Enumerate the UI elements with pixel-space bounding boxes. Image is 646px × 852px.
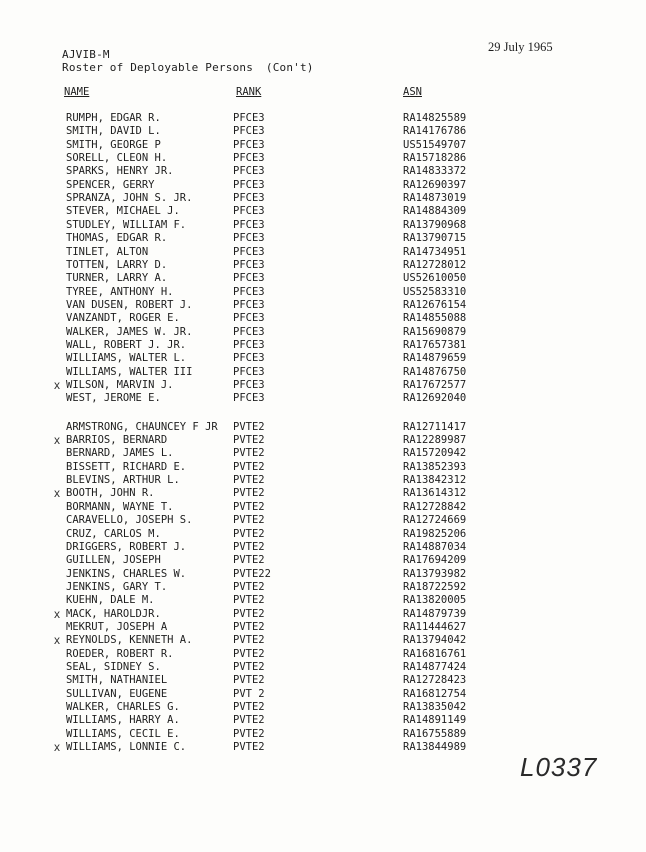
roster-row xyxy=(0,487,646,500)
soldier-asn: RA14879739 xyxy=(403,607,467,620)
roster-row xyxy=(0,246,646,259)
soldier-asn: RA13852393 xyxy=(403,460,467,473)
check-mark-icon: x xyxy=(54,378,60,392)
soldier-rank: PVTE2 xyxy=(233,701,265,713)
soldier-name: THOMAS, EDGAR R. xyxy=(66,232,168,245)
soldier-name: STEVER, MICHAEL J. xyxy=(66,205,180,218)
soldier-name: WALL, ROBERT J. JR. xyxy=(66,338,187,351)
roster-row xyxy=(0,608,646,621)
document-date: 29 July 1965 xyxy=(488,40,553,54)
soldier-rank: PFCE3 xyxy=(233,338,265,351)
soldier-rank: PVTE2 xyxy=(233,434,265,447)
soldier-rank: PFCE3 xyxy=(233,272,265,285)
soldier-rank: PFCE3 xyxy=(233,232,265,245)
soldier-rank: PVTE2 xyxy=(233,460,265,473)
roster-row xyxy=(0,232,646,245)
roster-row xyxy=(0,192,646,205)
soldier-asn: RA13842312 xyxy=(403,474,467,487)
soldier-asn: RA12289987 xyxy=(403,434,467,447)
soldier-asn: US51549707 xyxy=(403,138,467,151)
soldier-rank: PVTE2 xyxy=(233,500,265,513)
soldier-rank: PFCE3 xyxy=(233,178,265,191)
soldier-name: ROEDER, ROBERT R. xyxy=(66,647,174,660)
soldier-asn: RA14873019 xyxy=(403,192,467,205)
office-symbol: AJVIB-M xyxy=(62,48,110,61)
roster-row xyxy=(0,688,646,701)
roster-row xyxy=(0,674,646,687)
soldier-asn: RA12728423 xyxy=(403,674,467,687)
soldier-name: BOOTH, JOHN R. xyxy=(66,487,155,500)
soldier-rank: PVTE2 xyxy=(233,714,265,727)
soldier-name: WALKER, CHARLES G. xyxy=(66,701,180,713)
soldier-asn: RA14734951 xyxy=(403,245,467,258)
soldier-asn: RA13835042 xyxy=(403,701,467,713)
soldier-rank: PVTE2 xyxy=(233,514,265,527)
soldier-asn: RA12724669 xyxy=(403,514,467,527)
soldier-asn: RA14176786 xyxy=(403,125,467,138)
soldier-asn: RA14876750 xyxy=(403,365,467,378)
roster-row xyxy=(0,286,646,299)
soldier-rank: PVTE2 xyxy=(233,661,265,673)
roster-row xyxy=(0,528,646,541)
soldier-name: WILLIAMS, WALTER III xyxy=(66,365,193,378)
column-header-name: NAME xyxy=(64,86,90,98)
soldier-asn: RA17672577 xyxy=(403,379,467,391)
soldier-name: SEAL, SIDNEY S. xyxy=(66,661,161,673)
roster-row xyxy=(0,474,646,487)
soldier-name: JENKINS, CHARLES W. xyxy=(66,567,187,580)
roster-row xyxy=(0,541,646,554)
soldier-rank: PVTE2 xyxy=(233,621,265,633)
roster-row xyxy=(0,165,646,178)
soldier-asn: RA16812754 xyxy=(403,687,467,700)
soldier-rank: PFCE3 xyxy=(233,325,265,338)
soldier-asn: RA12690397 xyxy=(403,178,467,191)
soldier-asn: RA16816761 xyxy=(403,647,467,660)
soldier-asn: RA13820005 xyxy=(403,594,467,607)
soldier-name: WALKER, JAMES W. JR. xyxy=(66,325,193,338)
soldier-rank: PVTE2 xyxy=(233,674,265,687)
check-mark-icon: x xyxy=(54,606,60,621)
soldier-name: BLEVINS, ARTHUR L. xyxy=(66,474,180,487)
roster-row xyxy=(0,339,646,352)
soldier-asn: RA12692040 xyxy=(403,392,467,405)
soldier-rank: PFCE3 xyxy=(233,112,265,124)
soldier-asn: RA13790715 xyxy=(403,232,467,245)
soldier-name: CRUZ, CARLOS M. xyxy=(66,527,161,540)
soldier-name: WILLIAMS, WALTER L. xyxy=(66,352,187,365)
roster-row xyxy=(0,392,646,405)
soldier-asn: RA12728842 xyxy=(403,500,467,513)
roster-row xyxy=(0,352,646,365)
soldier-rank: PFCE3 xyxy=(233,312,265,325)
soldier-name: SULLIVAN, EUGENE xyxy=(66,687,168,700)
soldier-asn: US52610050 xyxy=(403,272,467,285)
check-mark-icon: x xyxy=(54,433,60,448)
soldier-name: BISSETT, RICHARD E. xyxy=(66,460,187,473)
soldier-name: SMITH, GEORGE P xyxy=(66,138,161,151)
soldier-asn: RA17657381 xyxy=(403,338,467,351)
soldier-name: ARMSTRONG, CHAUNCEY F JR xyxy=(66,420,218,433)
soldier-rank: PVTE2 xyxy=(233,554,265,567)
soldier-asn: RA11444627 xyxy=(403,621,467,633)
document-title xyxy=(62,61,314,74)
soldier-asn: RA14825589 xyxy=(403,112,467,124)
soldier-rank: PVTE2 xyxy=(233,487,265,500)
soldier-rank: PFCE3 xyxy=(233,205,265,218)
soldier-asn: RA14884309 xyxy=(403,205,467,218)
soldier-name: GUILLEN, JOSEPH xyxy=(66,554,161,567)
soldier-name: TINLET, ALTON xyxy=(66,245,149,258)
soldier-asn: RA12676154 xyxy=(403,298,467,311)
soldier-rank: PVTE2 xyxy=(233,741,265,754)
soldier-asn: RA18722592 xyxy=(403,580,467,593)
soldier-name: SMITH, DAVID L. xyxy=(66,125,161,138)
roster-row xyxy=(0,299,646,312)
roster-row xyxy=(0,728,646,741)
roster-row xyxy=(0,581,646,594)
soldier-asn: RA19825206 xyxy=(403,527,467,540)
soldier-rank: PFCE3 xyxy=(233,125,265,138)
soldier-rank: PVTE2 xyxy=(233,447,265,460)
soldier-rank: PFCE3 xyxy=(233,218,265,231)
roster-row xyxy=(0,179,646,192)
roster-row xyxy=(0,259,646,272)
soldier-rank: PFCE3 xyxy=(233,298,265,311)
soldier-rank: PFCE3 xyxy=(233,365,265,378)
soldier-name: WEST, JEROME E. xyxy=(66,392,161,405)
soldier-name: REYNOLDS, KENNETH A. xyxy=(66,634,193,647)
soldier-name: DRIGGERS, ROBERT J. xyxy=(66,540,187,553)
soldier-name: SPRANZA, JOHN S. JR. xyxy=(66,192,193,205)
soldier-name: BERNARD, JAMES L. xyxy=(66,447,174,460)
roster-row xyxy=(0,461,646,474)
soldier-name: RUMPH, EDGAR R. xyxy=(66,112,161,124)
roster-row xyxy=(0,139,646,152)
soldier-rank: PFCE3 xyxy=(233,352,265,365)
roster-row xyxy=(0,634,646,647)
soldier-asn: RA15690879 xyxy=(403,325,467,338)
soldier-asn: RA14887034 xyxy=(403,540,467,553)
soldier-rank: PVTE22 xyxy=(233,567,271,580)
soldier-asn: RA14877424 xyxy=(403,661,467,673)
soldier-asn: RA14855088 xyxy=(403,312,467,325)
roster-row xyxy=(0,219,646,232)
soldier-rank: PFCE3 xyxy=(233,245,265,258)
roster-row xyxy=(0,366,646,379)
soldier-asn: RA14833372 xyxy=(403,165,467,178)
roster-row xyxy=(0,112,646,125)
soldier-name: TYREE, ANTHONY H. xyxy=(66,285,174,298)
soldier-rank: PVTE2 xyxy=(233,420,265,433)
handwritten-doc-number: L0337 xyxy=(520,752,598,782)
soldier-rank: PVTE2 xyxy=(233,527,265,540)
roster-row xyxy=(0,621,646,634)
soldier-rank: PFCE3 xyxy=(233,192,265,205)
soldier-asn: US52583310 xyxy=(403,285,467,298)
soldier-name: WILLIAMS, CECIL E. xyxy=(66,727,180,740)
soldier-rank: PVTE2 xyxy=(233,474,265,487)
soldier-rank: PFCE3 xyxy=(233,285,265,298)
soldier-name: BARRIOS, BERNARD xyxy=(66,434,168,447)
soldier-asn: RA13614312 xyxy=(403,487,467,500)
roster-row xyxy=(0,312,646,325)
soldier-name: VANZANDT, ROGER E. xyxy=(66,312,180,325)
soldier-rank: PVTE2 xyxy=(233,607,265,620)
soldier-name: CARAVELLO, JOSEPH S. xyxy=(66,514,193,527)
soldier-asn: RA17694209 xyxy=(403,554,467,567)
title-text: Roster of Deployable Persons xyxy=(62,61,254,74)
soldier-asn: RA13844989 xyxy=(403,741,467,754)
soldier-asn: RA14891149 xyxy=(403,714,467,727)
soldier-name: WILLIAMS, HARRY A. xyxy=(66,714,180,727)
roster-row xyxy=(0,421,646,434)
continued-note: (Con't) xyxy=(265,61,314,74)
soldier-rank: PFCE3 xyxy=(233,152,265,165)
roster-row xyxy=(0,514,646,527)
roster-row xyxy=(0,501,646,514)
soldier-asn: RA14879659 xyxy=(403,352,467,365)
soldier-asn: RA12728012 xyxy=(403,258,467,271)
check-mark-icon: x xyxy=(54,486,60,501)
soldier-rank: PVTE2 xyxy=(233,647,265,660)
soldier-asn: RA12711417 xyxy=(403,420,467,433)
soldier-asn: RA13790968 xyxy=(403,218,467,231)
roster-row xyxy=(0,714,646,727)
soldier-asn: RA13794042 xyxy=(403,634,467,647)
soldier-name: TOTTEN, LARRY D. xyxy=(66,258,168,271)
roster-row xyxy=(0,205,646,218)
soldier-asn: RA13793982 xyxy=(403,567,467,580)
soldier-rank: PFCE3 xyxy=(233,392,265,405)
soldier-name: TURNER, LARRY A. xyxy=(66,272,168,285)
soldier-rank: PFCE3 xyxy=(233,138,265,151)
roster-row xyxy=(0,434,646,447)
soldier-name: BORMANN, WAYNE T. xyxy=(66,500,174,513)
roster-row xyxy=(0,568,646,581)
soldier-name: WILLIAMS, LONNIE C. xyxy=(66,741,187,754)
roster-row xyxy=(0,125,646,138)
roster-row xyxy=(0,594,646,607)
soldier-rank: PVTE2 xyxy=(233,727,265,740)
roster-row xyxy=(0,554,646,567)
column-header-rank: RANK xyxy=(236,86,262,98)
soldier-asn: RA16755889 xyxy=(403,727,467,740)
soldier-rank: PVTE2 xyxy=(233,594,265,607)
soldier-name: MACK, HAROLDJR. xyxy=(66,607,161,620)
soldier-name: WILSON, MARVIN J. xyxy=(66,379,174,391)
soldier-name: VAN DUSEN, ROBERT J. xyxy=(66,298,193,311)
roster-row xyxy=(0,272,646,285)
soldier-rank: PVTE2 xyxy=(233,634,265,647)
soldier-rank: PVTE2 xyxy=(233,580,265,593)
check-mark-icon: x xyxy=(54,740,60,755)
soldier-name: KUEHN, DALE M. xyxy=(66,594,155,607)
check-mark-icon: x xyxy=(54,633,60,648)
soldier-rank: PFCE3 xyxy=(233,379,265,391)
soldier-name: JENKINS, GARY T. xyxy=(66,580,168,593)
soldier-name: SPENCER, GERRY xyxy=(66,178,155,191)
soldier-rank: PFCE3 xyxy=(233,258,265,271)
soldier-name: SORELL, CLEON H. xyxy=(66,152,168,165)
roster-row xyxy=(0,701,646,714)
column-header-asn: ASN xyxy=(403,86,422,98)
soldier-asn: RA15718286 xyxy=(403,152,467,165)
soldier-rank: PFCE3 xyxy=(233,165,265,178)
roster-row xyxy=(0,648,646,661)
soldier-rank: PVTE2 xyxy=(233,540,265,553)
roster-row xyxy=(0,379,646,392)
roster-row xyxy=(0,326,646,339)
soldier-name: SMITH, NATHANIEL xyxy=(66,674,168,687)
roster-row xyxy=(0,661,646,674)
soldier-name: SPARKS, HENRY JR. xyxy=(66,165,174,178)
soldier-name: MEKRUT, JOSEPH A xyxy=(66,621,168,633)
roster-row xyxy=(0,152,646,165)
roster-row xyxy=(0,447,646,460)
soldier-asn: RA15720942 xyxy=(403,447,467,460)
soldier-rank: PVT 2 xyxy=(233,687,265,700)
soldier-name: STUDLEY, WILLIAM F. xyxy=(66,218,187,231)
